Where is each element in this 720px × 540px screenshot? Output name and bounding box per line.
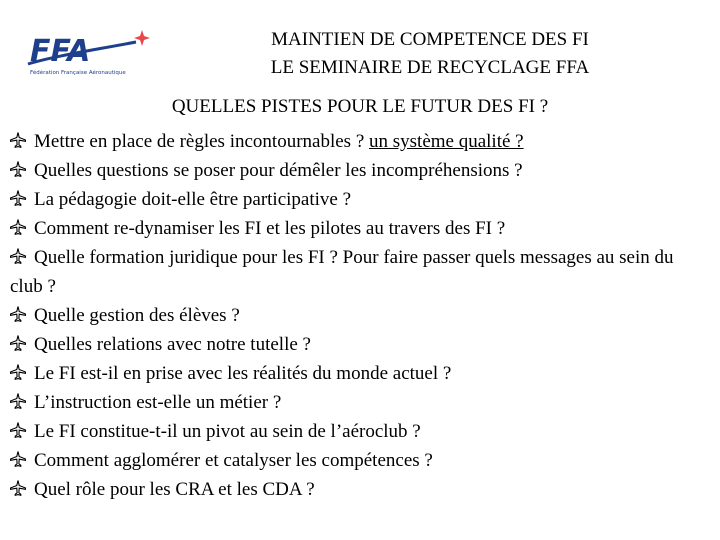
list-item-text: Comment agglomérer et catalyser les compétences ? <box>34 450 433 471</box>
airplane-icon <box>10 364 26 380</box>
airplane-icon <box>10 248 26 264</box>
list-item-text: Le FI est-il en prise avec les réalités du monde actuel ? <box>34 363 452 384</box>
list-item <box>10 301 710 330</box>
list-item <box>10 156 710 185</box>
list-item <box>10 446 710 475</box>
airplane-icon <box>10 132 26 148</box>
list-item-text: La pédagogie doit-elle être participative ? <box>34 189 352 210</box>
logo-wordmark: FFA <box>30 34 91 69</box>
list-item-text: Quelles questions se poser pour démêler les incompréhensions ? <box>34 160 523 181</box>
list-item <box>10 417 710 446</box>
list-item-text: Le FI constitue-t-il un pivot au sein de l’aéroclub ? <box>34 421 421 442</box>
airplane-icon <box>10 451 26 467</box>
title-line-2: LE SEMINAIRE DE RECYCLAGE FFA <box>270 57 590 78</box>
airplane-icon <box>10 480 26 496</box>
airplane-icon <box>10 219 26 235</box>
list-item-text: Quel rôle pour les CRA et les CDA ? <box>34 479 315 500</box>
list-item <box>10 214 710 243</box>
list-item <box>10 475 710 504</box>
logo-caption: Fédération Française Aéronautique <box>30 70 126 76</box>
airplane-icon <box>10 393 26 409</box>
list-item <box>10 243 710 301</box>
section-subtitle: QUELLES PISTES POUR LE FUTUR DES FI ? <box>171 96 549 117</box>
list-item <box>10 127 710 156</box>
list-item <box>10 185 710 214</box>
airplane-icon <box>10 335 26 351</box>
list-item-underlined-text: un système qualité ? <box>369 131 524 152</box>
plane-accent-icon <box>134 30 150 46</box>
airplane-icon <box>10 422 26 438</box>
list-item-text: L’instruction est-elle un métier ? <box>34 392 282 413</box>
airplane-icon <box>10 161 26 177</box>
list-item-text: Quelles relations avec notre tutelle ? <box>34 334 311 355</box>
ffa-logo <box>24 26 154 82</box>
title-line-1: MAINTIEN DE COMPETENCE DES FI <box>271 29 589 50</box>
airplane-icon <box>10 190 26 206</box>
list-item-text: Quelle formation juridique pour les FI ? Pour faire passer quels messages au sein du club ? <box>10 247 674 297</box>
header-title <box>200 26 660 82</box>
list-item <box>10 330 710 359</box>
list-item-text: Comment re-dynamiser les FI et les pilotes au travers des FI ? <box>34 218 506 239</box>
list-item <box>10 359 710 388</box>
list-item <box>10 388 710 417</box>
list-item-text: Mettre en place de règles incontournables ? <box>34 131 369 152</box>
airplane-icon <box>10 306 26 322</box>
list-item-text: Quelle gestion des élèves ? <box>34 305 240 326</box>
question-list <box>10 127 710 504</box>
